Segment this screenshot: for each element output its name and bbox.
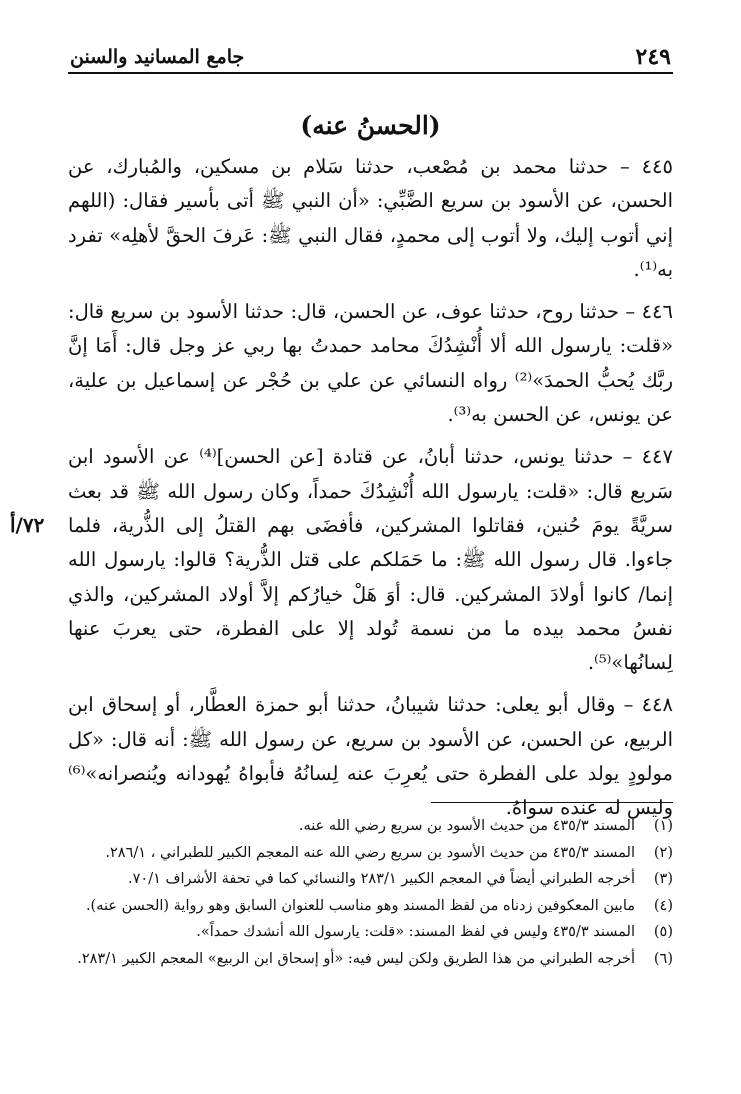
footnote-text: المسند ٤٣٥/٣ من حديث الأسود بن سريع رضي الله عنه المعجم الكبير للطبراني ، ٢٨٦/١. [105,844,635,861]
footnote-text: المسند ٤٣٥/٣ من حديث الأسود بن سريع رضي الله عنه. [298,818,635,834]
footnote-marker: (٥) [653,924,673,941]
footnote-text: أخرجه الطبراني من هذا الطريق ولكن ليس فيه: «أو إسحاق ابن الربيع» المعجم الكبير ٢٨٣/١. [77,950,635,967]
footnote-6 [68,948,673,971]
running-title: جامع المسانيد والسنن [70,46,245,68]
page-number: ٢٤٩ [635,44,671,70]
footnote-separator [431,802,673,803]
footnotes [68,815,673,975]
footnote-text: المسند ٤٣٥/٣ وليس في لفظ المسند: «قلت: يارسول الله أنشدك حمداً». [196,924,635,941]
footnote-2 [68,842,673,865]
footnote-marker: (١) [653,818,673,834]
footnote-1 [68,815,673,838]
hadith-445-paragraph: ٤٤٥ – حدثنا محمد بن مُصْعب، حدثنا سَلام بن مسكين، والمُبارك، عن الحسن، عن الأسود بن سريع الضَّبِّي: «أن النبي ﷺ أتى بأسير فقال: (اللهم إني أتوب إليك، ولا أتوب إلى محمدٍ، فقال النبي ﷺ: عَرفَ الحقَّ لأهلِه» تفرد به⁽¹⁾. [68,155,673,281]
footnote-3 [68,868,673,891]
manuscript-folio-note: ٧٢/أ [10,513,45,537]
hadith-446-paragraph: ٤٤٦ – حدثنا روح، حدثنا عوف، عن الحسن، قال: حدثنا الأسود بن سريع قال: «قلت: يارسول الله ألا أُنْشِدُكَ محامد حمدتُ بها ربي عز وجل قال: أَمَا إنَّ ربَّك يُحبُّ الحمدَ»⁽²⁾ رواه النسائي عن علي بن حُجْر عن إسماعيل بن علية، عن يونس، عن الحسن به⁽³⁾. [68,300,674,427]
footnote-text: مابين المعكوفين زدناه من لفظ المسند وهو مناسب للعنوان السابق وهو رواية (الحسن عنه). [85,897,635,914]
footnote-marker: (٣) [653,871,673,888]
footnote-text: أخرجه الطبراني أيضاً في المعجم الكبير ٢٨٣/١ والنسائي كما في تحفة الأشراف ٧٠/١. [128,871,635,888]
footnote-marker: (٢) [653,844,673,861]
section-title: (الحسنُ عنه) [300,111,441,140]
hadith-447-paragraph: ٤٤٧ – حدثنا يونس، حدثنا أبانُ، عن قتادة [عن الحسن]⁽⁴⁾ عن الأسود ابن سَريع قال: «قلت: يارسول الله أُنْشِدُكَ حمداً، وكان رسول الله ﷺ قد بعث سريَّةً يومَ حُنين، فقاتلوا المشركين، فأفضَى بهم القتلُ إلى الذُّرية، فلما جاءوا. قال رسول الله ﷺ: ما حَمَلكم على قتل الذُّرية؟ قالوا: يارسول الله إنما/ كانوا أولادَ المشركين. قال: أوَ هَلْ خيارُكم إلاَّ أولاد المشركين، والذي نفسُ محمد بيده ما من نسمة تُولد إلا على الفطرة، حتى يعربَ عنها لِسانُها»⁽⁵⁾. [68,445,673,675]
main-text [68,150,673,834]
footnote-4 [68,895,673,918]
footnote-marker: (٤) [653,897,673,914]
footnote-5 [68,921,673,944]
page-header [68,42,673,74]
hadith-448-paragraph: ٤٤٨ – وقال أبو يعلى: حدثنا شيبانُ، حدثنا أبو حمزة العطَّار، أو إسحاق ابن الربيع، عن الحسن، عن الأسود بن سريع، عن رسول الله ﷺ: أنه قال: «كل مولودٍ يولد على الفطرة حتى يُعرِبَ عنه لِسانُهُ فأبواهُ يُهودانه ويُنصرانه»⁽⁶⁾ وليس له عنده سواهُ. [68,693,673,820]
footnote-marker: (٦) [653,950,673,967]
